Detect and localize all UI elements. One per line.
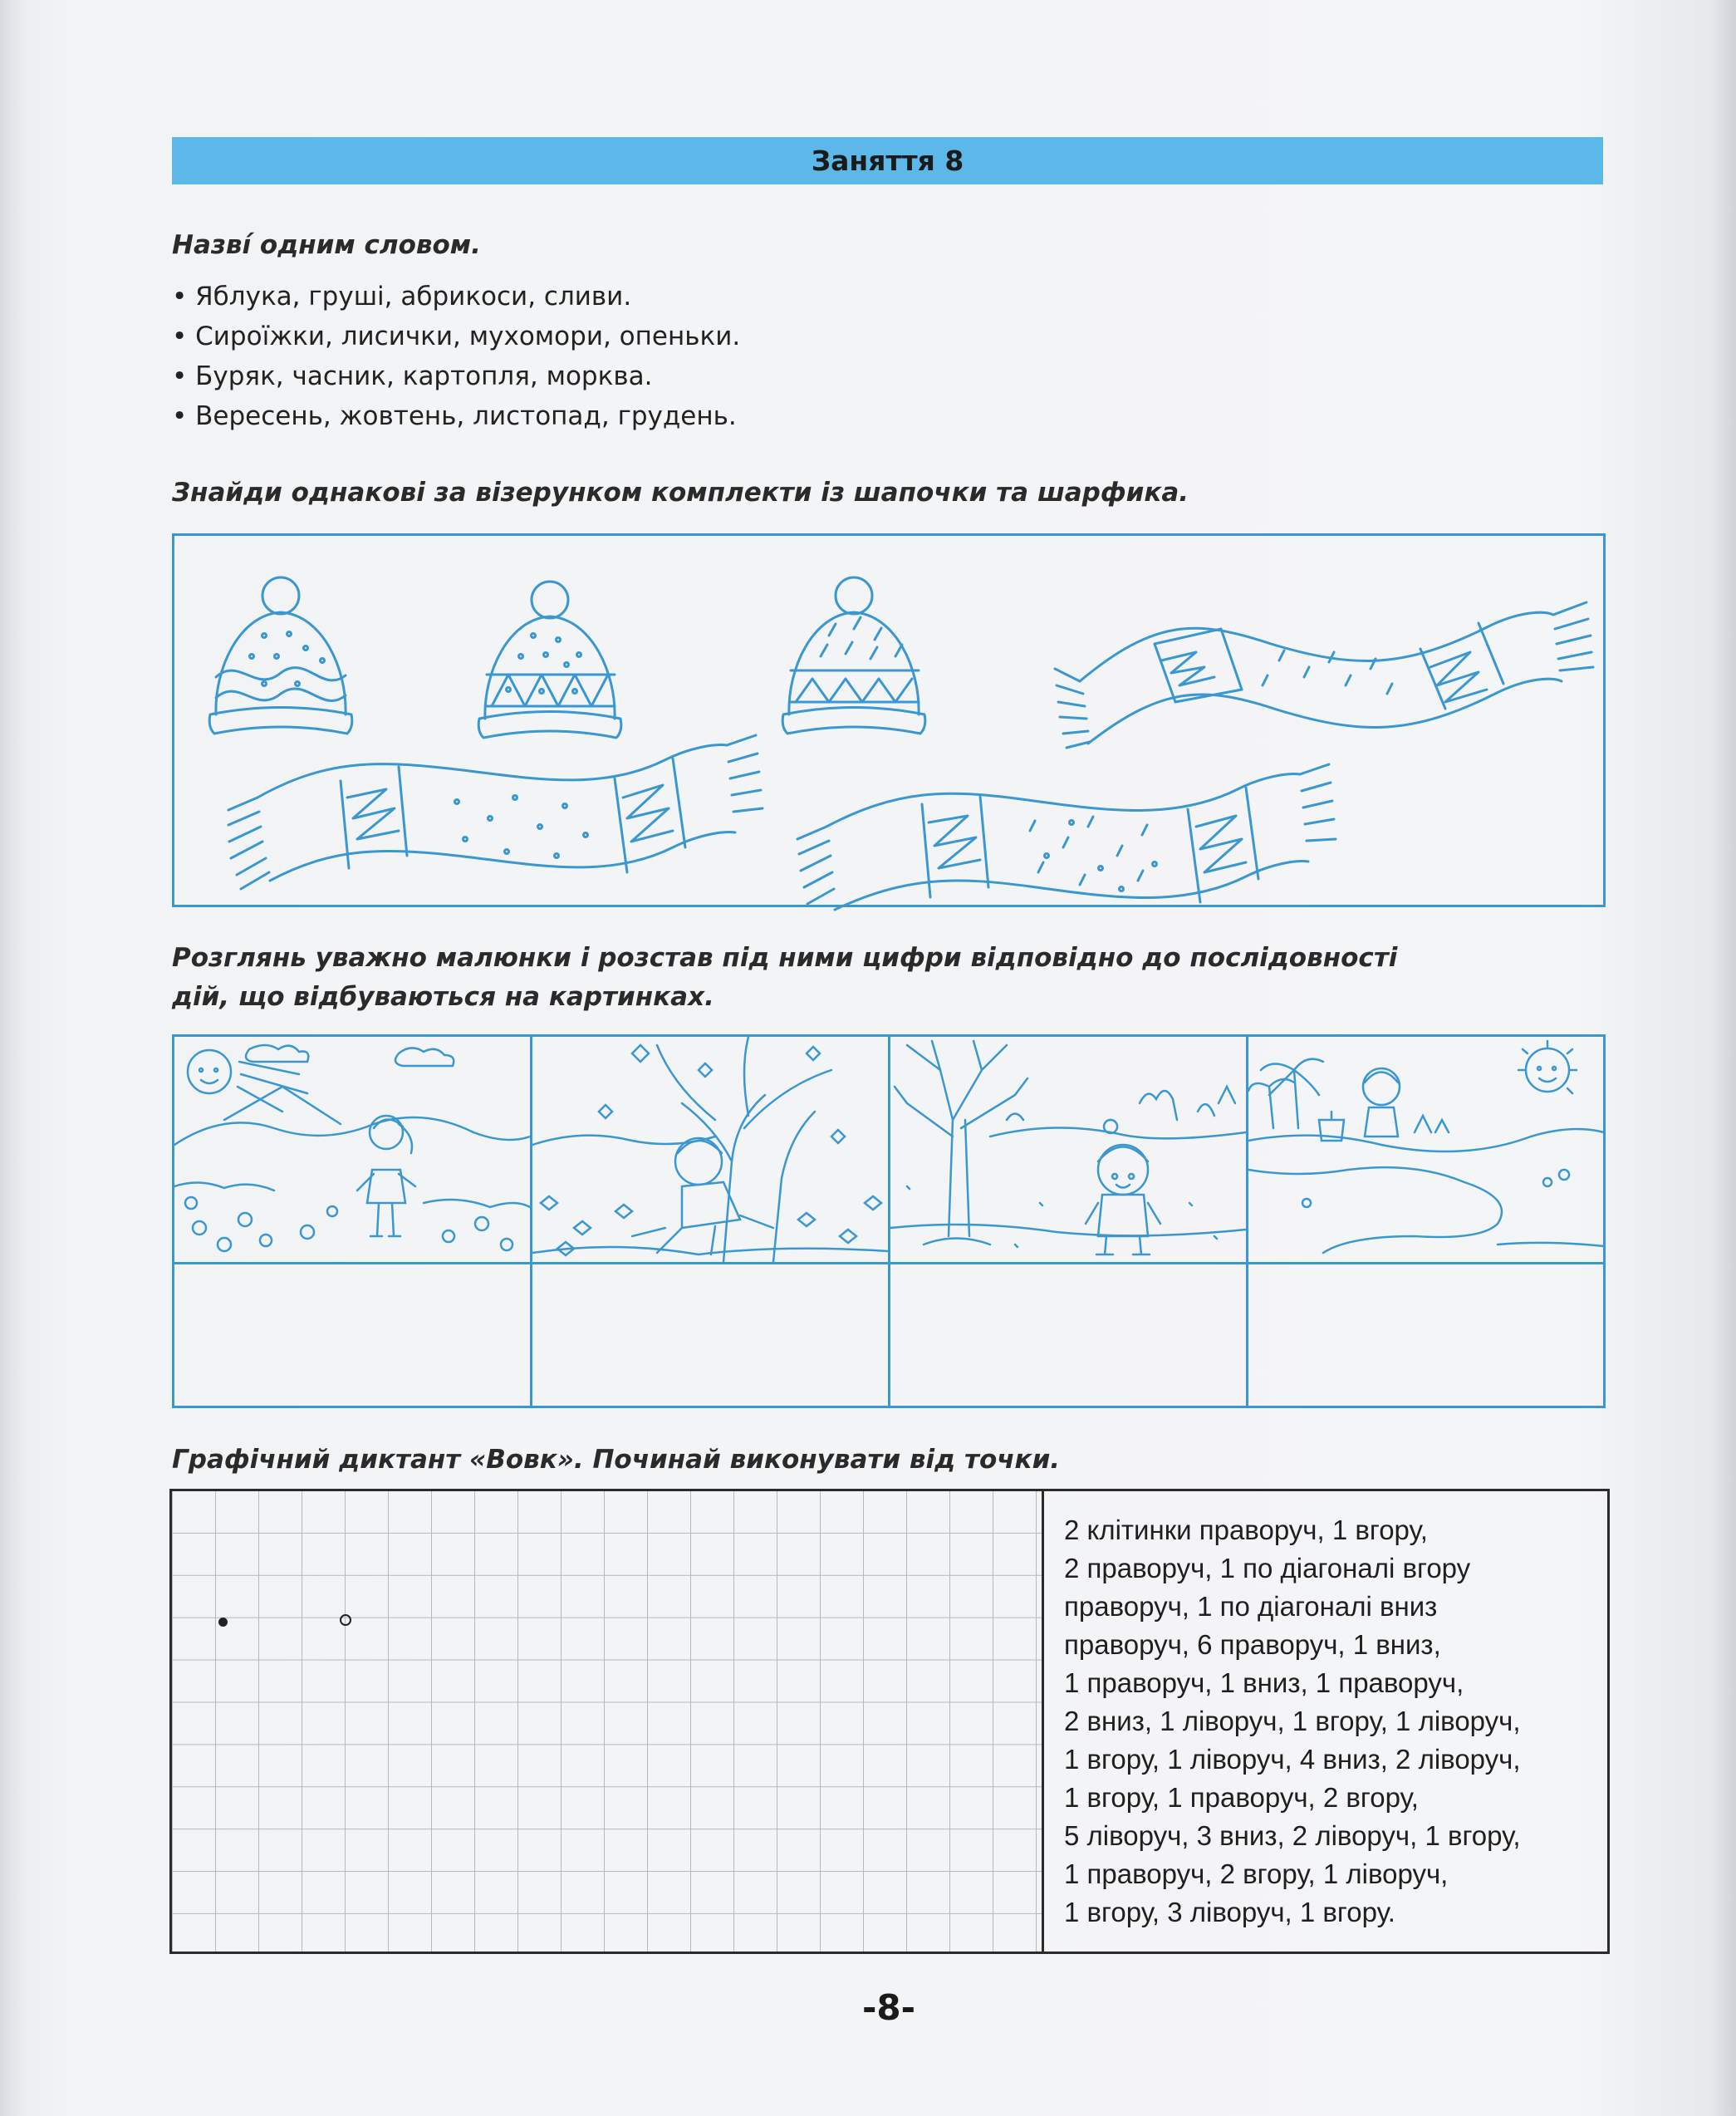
task2-instruction: Знайди однакові за візерунком комплекти із шапочки та шарфика. <box>172 478 1189 508</box>
list-item: 5 ліворуч, 3 вниз, 2 ліворуч, 1 вгору, <box>1064 1820 1521 1851</box>
autumn-scene-illustration <box>532 1037 888 1262</box>
task1-list <box>172 277 740 436</box>
scarf-icon <box>228 735 763 889</box>
list-item: • Буряк, часник, картопля, морква. <box>172 361 653 391</box>
task1-instruction: Назві́ одним словом. <box>172 230 481 260</box>
sequence-grid <box>172 1034 1606 1408</box>
dictation-steps <box>1044 1491 1607 1952</box>
list-item: 2 клітинки праворуч, 1 вгору, <box>1064 1515 1428 1545</box>
list-item: 2 праворуч, 1 по діагоналі вгору <box>1064 1553 1471 1583</box>
answer-cell-1[interactable] <box>174 1264 532 1406</box>
list-item: праворуч, 1 по діагоналі вниз <box>1064 1591 1438 1622</box>
list-item: 1 праворуч, 1 вниз, 1 праворуч, <box>1064 1667 1464 1698</box>
list-item: 1 вгору, 1 праворуч, 2 вгору, <box>1064 1782 1419 1813</box>
hats-scarves-panel <box>172 533 1606 907</box>
list-item: 1 праворуч, 2 вгору, 1 ліворуч, <box>1064 1858 1449 1889</box>
summer-scene-illustration <box>1248 1037 1604 1262</box>
list-item: • Сироїжки, лисички, мухомори, опеньки. <box>172 322 741 351</box>
answer-cell-3[interactable] <box>890 1264 1248 1406</box>
scarf-icon <box>797 764 1336 910</box>
spring-scene-illustration <box>174 1037 530 1262</box>
lesson-header <box>172 137 1603 184</box>
answer-cell-2[interactable] <box>532 1264 890 1406</box>
list-item: праворуч, 6 праворуч, 1 вниз, <box>1064 1629 1441 1660</box>
task3-instruction-line2: дій, що відбуваються на картинках. <box>172 982 714 1012</box>
list-item: 2 вниз, 1 ліворуч, 1 вгору, 1 ліворуч, <box>1064 1706 1521 1736</box>
hats-scarves-illustration <box>174 536 1603 905</box>
lesson-title: Заняття 8 <box>811 145 964 177</box>
answer-cell-4[interactable] <box>1248 1264 1604 1406</box>
task3-instruction-line1: Розглянь уважно малюнки і розстав під ними цифри відповідно до послідовності <box>172 943 1398 973</box>
winter-scene-illustration <box>890 1037 1246 1262</box>
task4-instruction: Графічний диктант «Вовк». Починай виконувати від точки. <box>172 1445 1061 1475</box>
graphic-dictation <box>169 1489 1610 1954</box>
start-circle <box>340 1614 351 1626</box>
list-item: • Вересень, жовтень, листопад, грудень. <box>172 401 737 431</box>
picture-winter <box>890 1037 1248 1264</box>
hat-icon <box>782 577 925 734</box>
drawing-grid[interactable] <box>172 1491 1044 1952</box>
picture-summer <box>1248 1037 1604 1264</box>
scarf-icon <box>1055 602 1593 748</box>
picture-autumn <box>532 1037 890 1264</box>
picture-spring <box>174 1037 532 1264</box>
list-item: • Яблука, груші, абрикоси, сливи. <box>172 282 632 312</box>
hat-icon <box>209 577 352 734</box>
list-item: 1 вгору, 3 ліворуч, 1 вгору. <box>1064 1897 1395 1927</box>
list-item: 1 вгору, 1 ліворуч, 4 вниз, 2 ліворуч, <box>1064 1744 1521 1775</box>
hat-icon <box>478 582 621 738</box>
page-number: -8- <box>861 1987 916 2028</box>
start-dot <box>218 1618 228 1627</box>
